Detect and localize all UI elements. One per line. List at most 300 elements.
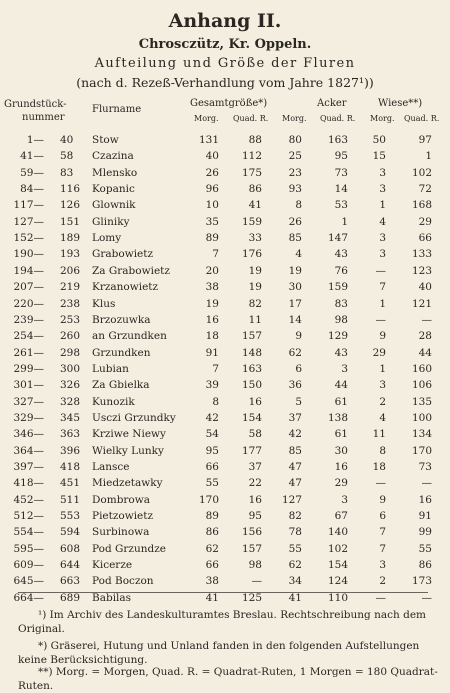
cell-to: 553: [60, 510, 81, 523]
cell-wq: 99: [418, 526, 432, 539]
cell-am: 37: [288, 411, 302, 424]
cell-wq: —: [421, 477, 432, 490]
cell-aq: 43: [334, 248, 348, 261]
cell-gm: 55: [205, 477, 219, 490]
cell-wq: 102: [411, 166, 432, 179]
cell-gm: 20: [205, 264, 219, 277]
cell-wq: 123: [411, 264, 432, 277]
cell-am: 47: [288, 461, 302, 473]
cell-wm: 1: [379, 297, 386, 310]
table-row: [0, 477, 450, 494]
cell-aq: 29: [334, 477, 348, 490]
cell-from: 346—: [13, 428, 44, 441]
cell-am: 5: [295, 395, 302, 408]
cell-wq: 91: [418, 510, 432, 523]
cell-gq: 11: [248, 313, 262, 326]
table-row: [0, 412, 450, 429]
cell-name: Glownik: [92, 199, 136, 212]
footnote-divider: [18, 592, 428, 593]
cell-am: 55: [288, 542, 302, 555]
cell-gq: 98: [248, 559, 262, 572]
cell-name: Wielky Lunky: [92, 444, 164, 457]
col-header-acker: Acker: [317, 98, 347, 109]
cell-wq: 160: [411, 362, 432, 375]
cell-gq: 19: [248, 281, 262, 294]
cell-from: 84—: [20, 183, 44, 196]
table-row: [0, 445, 450, 462]
cell-am: 19: [288, 264, 302, 277]
cell-wm: 1: [379, 199, 386, 212]
cell-wq: 66: [418, 232, 432, 245]
cell-to: 345: [60, 411, 81, 424]
cell-to: 189: [60, 232, 81, 245]
cell-am: 30: [288, 281, 302, 294]
cell-name: Pietzowietz: [92, 510, 154, 523]
cell-wq: —: [421, 313, 432, 326]
cell-to: 40: [60, 134, 74, 146]
cell-name: Lubian: [92, 362, 129, 375]
cell-wm: 15: [372, 150, 386, 163]
subheader-wiese-morg: Morg.: [370, 114, 395, 123]
cell-from: 397—: [13, 461, 44, 473]
cell-name: Za Grabowietz: [92, 264, 170, 277]
cell-am: 41: [288, 591, 302, 604]
cell-wm: —: [375, 591, 386, 604]
cell-aq: 98: [334, 313, 348, 326]
cell-am: 34: [288, 575, 302, 588]
cell-gq: 22: [248, 477, 262, 490]
cell-to: 328: [60, 395, 81, 408]
cell-wm: 2: [379, 395, 386, 408]
table-row: [0, 510, 450, 527]
cell-am: 85: [288, 444, 302, 457]
table-row: [0, 363, 450, 380]
cell-aq: 159: [327, 281, 348, 294]
cell-wq: 1: [425, 150, 432, 163]
cell-wq: 97: [418, 134, 432, 146]
cell-wm: 7: [379, 281, 386, 294]
table-heading: Aufteilung und Größe der Fluren: [94, 56, 356, 71]
subheader-gesamt-quad: Quad. R.: [233, 114, 269, 123]
cell-name: Za Gbielka: [92, 379, 150, 392]
cell-from: 59—: [20, 166, 44, 179]
cell-from: 254—: [13, 330, 44, 343]
cell-name: Klus: [92, 297, 116, 310]
cell-wm: 3: [379, 183, 386, 196]
cell-wq: 121: [411, 297, 432, 310]
cell-gq: —: [251, 575, 262, 588]
table-row: [0, 199, 450, 216]
table-row: [0, 281, 450, 298]
cell-to: 193: [60, 248, 81, 261]
cell-from: 664—: [13, 591, 44, 604]
cell-wq: —: [421, 591, 432, 604]
cell-to: 219: [60, 281, 81, 294]
footnote-3: **) Morg. = Morgen, Quad. R. = Quadrat-Ruten, 1 Morgen = 180 Quadrat-Ruten.: [18, 666, 438, 692]
cell-to: 511: [60, 493, 81, 506]
cell-aq: 1: [341, 215, 348, 228]
cell-aq: 43: [334, 346, 348, 359]
cell-gq: 175: [241, 166, 262, 179]
cell-to: 418: [60, 461, 81, 473]
cell-to: 608: [60, 542, 81, 555]
cell-wq: 28: [418, 330, 432, 343]
cell-wq: 100: [411, 411, 432, 424]
table-row: [0, 543, 450, 560]
cell-aq: 129: [327, 330, 348, 343]
cell-name: Usczi Grzundky: [92, 411, 176, 424]
cell-gm: 42: [205, 411, 219, 424]
cell-wq: 173: [411, 575, 432, 588]
table-row: [0, 396, 450, 413]
location-subtitle: Chrosczütz, Kr. Oppeln.: [138, 37, 312, 52]
table-row: [0, 559, 450, 576]
cell-name: Kunozik: [92, 395, 135, 408]
cell-gm: 96: [205, 183, 219, 196]
cell-to: 363: [60, 428, 81, 441]
cell-am: 6: [295, 362, 302, 375]
cell-name: Miedzetawky: [92, 477, 163, 490]
cell-gm: 16: [205, 313, 219, 326]
cell-name: Grabowietz: [92, 248, 154, 261]
cell-gq: 176: [241, 248, 262, 261]
cell-am: 85: [288, 232, 302, 245]
cell-name: Babilas: [92, 591, 132, 604]
cell-to: 326: [60, 379, 81, 392]
cell-aq: 154: [327, 559, 348, 572]
cell-name: Dombrowa: [92, 493, 151, 506]
cell-from: 261—: [13, 346, 44, 359]
cell-am: 78: [288, 526, 302, 539]
cell-name: Krziwe Niewy: [92, 428, 166, 441]
cell-name: Kopanic: [92, 183, 135, 196]
cell-wm: 3: [379, 248, 386, 261]
col-header-gesamtgroesse: Gesamtgröße*): [190, 98, 268, 109]
cell-gq: 16: [248, 395, 262, 408]
cell-from: 1—: [26, 134, 44, 146]
cell-wm: —: [375, 477, 386, 490]
cell-aq: 140: [327, 526, 348, 539]
appendix-title: Anhang II.: [168, 10, 282, 32]
cell-gq: 163: [241, 362, 262, 375]
cell-aq: 3: [341, 362, 348, 375]
col-header-flurname: Flurname: [92, 104, 142, 115]
cell-wm: 11: [372, 428, 386, 441]
cell-am: 4: [295, 248, 302, 261]
cell-to: 663: [60, 575, 81, 588]
subheader-acker-quad: Quad. R.: [320, 114, 356, 123]
cell-am: 82: [288, 510, 302, 523]
cell-gm: 8: [212, 395, 219, 408]
cell-wq: 133: [411, 248, 432, 261]
cell-gq: 58: [248, 428, 262, 441]
cell-gq: 33: [248, 232, 262, 245]
cell-from: 595—: [13, 542, 44, 555]
cell-to: 116: [60, 183, 81, 196]
cell-gm: 7: [212, 248, 219, 261]
cell-am: 62: [288, 559, 302, 572]
cell-aq: 102: [327, 542, 348, 555]
table-row: [0, 265, 450, 282]
cell-to: 151: [60, 215, 81, 228]
cell-gm: 35: [205, 215, 219, 228]
cell-gm: 95: [205, 444, 219, 457]
cell-to: 300: [60, 362, 81, 375]
table-row: [0, 216, 450, 233]
cell-am: 127: [281, 493, 302, 506]
cell-to: 298: [60, 346, 81, 359]
cell-gm: 10: [205, 199, 219, 212]
cell-wq: 44: [418, 346, 432, 359]
table-row: [0, 575, 450, 592]
cell-gm: 66: [205, 559, 219, 572]
cell-gq: 95: [248, 510, 262, 523]
cell-gq: 19: [248, 264, 262, 277]
cell-gq: 157: [241, 330, 262, 343]
cell-from: 117—: [13, 199, 44, 212]
cell-aq: 16: [334, 461, 348, 473]
cell-gq: 86: [248, 183, 262, 196]
table-row: [0, 347, 450, 364]
cell-gq: 177: [241, 444, 262, 457]
cell-am: 14: [288, 313, 302, 326]
col-header-nummer: nummer: [22, 112, 65, 123]
cell-to: 644: [60, 559, 81, 572]
table-row: [0, 150, 450, 167]
table-row: [0, 183, 450, 200]
cell-wq: 86: [418, 559, 432, 572]
cell-name: Krzanowietz: [92, 281, 159, 294]
cell-from: 194—: [13, 264, 44, 277]
cell-from: 452—: [13, 493, 44, 506]
cell-aq: 61: [334, 395, 348, 408]
cell-to: 83: [60, 166, 74, 179]
cell-from: 645—: [13, 575, 44, 588]
footnote-1: ¹) Im Archiv des Landeskulturamtes Breslau. Rechtschreibung nach dem Original.: [18, 609, 426, 635]
cell-from: 554—: [13, 526, 44, 539]
cell-name: Stow: [92, 134, 119, 146]
cell-from: 127—: [13, 215, 44, 228]
subheader-gesamt-morg: Morg.: [194, 114, 219, 123]
cell-gq: 88: [248, 134, 262, 146]
cell-am: 36: [288, 379, 302, 392]
cell-aq: 53: [334, 199, 348, 212]
cell-wm: 8: [379, 444, 386, 457]
cell-wq: 170: [411, 444, 432, 457]
cell-wq: 134: [411, 428, 432, 441]
cell-gm: 89: [205, 232, 219, 245]
cell-aq: 138: [327, 411, 348, 424]
cell-name: Grzundken: [92, 346, 151, 359]
cell-gq: 125: [241, 591, 262, 604]
cell-gm: 170: [198, 493, 219, 506]
cell-am: 23: [288, 166, 302, 179]
cell-gq: 156: [241, 526, 262, 539]
cell-from: 41—: [20, 150, 44, 163]
cell-wm: 7: [379, 526, 386, 539]
cell-wm: 29: [372, 346, 386, 359]
table-row: [0, 298, 450, 315]
cell-gm: 39: [205, 379, 219, 392]
cell-gq: 37: [248, 461, 262, 473]
cell-from: 329—: [13, 411, 44, 424]
cell-gm: 26: [205, 166, 219, 179]
cell-aq: 30: [334, 444, 348, 457]
cell-aq: 83: [334, 297, 348, 310]
cell-gm: 89: [205, 510, 219, 523]
cell-gm: 66: [205, 461, 219, 473]
cell-wm: 3: [379, 166, 386, 179]
subheader-acker-morg: Morg.: [282, 114, 307, 123]
cell-wq: 72: [418, 183, 432, 196]
cell-name: Pod Grzundze: [92, 542, 166, 555]
cell-gq: 150: [241, 379, 262, 392]
cell-from: 301—: [13, 379, 44, 392]
table-row: [0, 232, 450, 249]
cell-gq: 112: [241, 150, 262, 163]
cell-wq: 168: [411, 199, 432, 212]
cell-aq: 67: [334, 510, 348, 523]
cell-am: 17: [288, 297, 302, 310]
table-row: [0, 134, 450, 151]
cell-gm: 91: [205, 346, 219, 359]
cell-to: 689: [60, 591, 81, 604]
cell-gq: 16: [248, 493, 262, 506]
cell-am: 8: [295, 199, 302, 212]
table-row: [0, 248, 450, 265]
cell-gq: 157: [241, 542, 262, 555]
cell-aq: 163: [327, 134, 348, 146]
footnote-2: *) Gräserei, Hutung und Unland fanden in den folgenden Aufstellungen keine Berücksichtigung.: [18, 640, 420, 666]
table-row: [0, 314, 450, 331]
cell-wm: 2: [379, 575, 386, 588]
subheader-wiese-quad: Quad. R.: [404, 114, 440, 123]
table-row: [0, 592, 450, 609]
cell-aq: 61: [334, 428, 348, 441]
cell-name: Czazina: [92, 150, 134, 163]
cell-name: Kicerze: [92, 559, 133, 572]
cell-wq: 16: [418, 493, 432, 506]
cell-wq: 73: [418, 461, 432, 473]
cell-name: Brzozuwka: [92, 313, 151, 326]
cell-gm: 62: [205, 542, 219, 555]
table-row: [0, 167, 450, 184]
cell-wm: —: [375, 313, 386, 326]
cell-name: Lomy: [92, 232, 122, 245]
cell-wq: 135: [411, 395, 432, 408]
cell-aq: 3: [341, 493, 348, 506]
cell-gm: 41: [205, 591, 219, 604]
cell-aq: 147: [327, 232, 348, 245]
cell-wm: 3: [379, 232, 386, 245]
cell-am: 93: [288, 183, 302, 196]
cell-to: 206: [60, 264, 81, 277]
cell-gm: 54: [205, 428, 219, 441]
cell-name: Mlensko: [92, 166, 138, 179]
cell-gm: 38: [205, 575, 219, 588]
cell-from: 512—: [13, 510, 44, 523]
table-row: [0, 428, 450, 445]
cell-wq: 29: [418, 215, 432, 228]
cell-aq: 124: [327, 575, 348, 588]
cell-aq: 14: [334, 183, 348, 196]
cell-from: 220—: [13, 297, 44, 310]
cell-wm: —: [375, 264, 386, 277]
table-row: [0, 379, 450, 396]
cell-to: 260: [60, 330, 81, 343]
col-header-grundstueck: Grundstück-: [4, 99, 67, 110]
cell-to: 253: [60, 313, 81, 326]
cell-gq: 41: [248, 199, 262, 212]
cell-wm: 9: [379, 330, 386, 343]
cell-from: 299—: [13, 362, 44, 375]
cell-aq: 95: [334, 150, 348, 163]
table-row: [0, 494, 450, 511]
cell-gm: 7: [212, 362, 219, 375]
cell-wm: 9: [379, 493, 386, 506]
cell-wm: 3: [379, 379, 386, 392]
cell-aq: 110: [327, 591, 348, 604]
cell-wm: 18: [372, 461, 386, 473]
cell-wm: 4: [379, 215, 386, 228]
cell-from: 418—: [13, 477, 44, 490]
cell-from: 190—: [13, 248, 44, 261]
cell-from: 207—: [13, 281, 44, 294]
cell-gm: 86: [205, 526, 219, 539]
cell-name: Gliniky: [92, 215, 130, 228]
cell-name: Pod Boczon: [92, 575, 154, 588]
cell-wm: 7: [379, 542, 386, 555]
cell-from: 239—: [13, 313, 44, 326]
cell-wm: 4: [379, 411, 386, 424]
cell-aq: 73: [334, 166, 348, 179]
cell-to: 58: [60, 150, 74, 163]
heading-source-note: (nach d. Rezeß-Verhandlung vom Jahre 1827¹)): [76, 75, 374, 90]
cell-am: 9: [295, 330, 302, 343]
cell-gm: 19: [205, 297, 219, 310]
cell-to: 594: [60, 526, 81, 539]
cell-gm: 18: [205, 330, 219, 343]
cell-gq: 154: [241, 411, 262, 424]
cell-to: 126: [60, 199, 81, 212]
cell-am: 42: [288, 428, 302, 441]
cell-name: an Grzundken: [92, 330, 167, 343]
cell-am: 25: [288, 150, 302, 163]
cell-am: 26: [288, 215, 302, 228]
cell-wm: 1: [379, 362, 386, 375]
cell-aq: 44: [334, 379, 348, 392]
cell-from: 152—: [13, 232, 44, 245]
cell-from: 327—: [13, 395, 44, 408]
table-row: [0, 461, 450, 478]
cell-gm: 131: [198, 134, 219, 146]
cell-am: 47: [288, 477, 302, 490]
cell-to: 238: [60, 297, 81, 310]
cell-to: 451: [60, 477, 81, 490]
cell-from: 364—: [13, 444, 44, 457]
cell-wq: 40: [418, 281, 432, 294]
cell-gq: 82: [248, 297, 262, 310]
cell-am: 80: [288, 134, 302, 146]
cell-gq: 148: [241, 346, 262, 359]
cell-gm: 38: [205, 281, 219, 294]
cell-gm: 40: [205, 150, 219, 163]
table-row: [0, 330, 450, 347]
cell-aq: 76: [334, 264, 348, 277]
cell-gq: 159: [241, 215, 262, 228]
cell-wm: 50: [372, 134, 386, 146]
col-header-wiese: Wiese**): [378, 98, 423, 109]
